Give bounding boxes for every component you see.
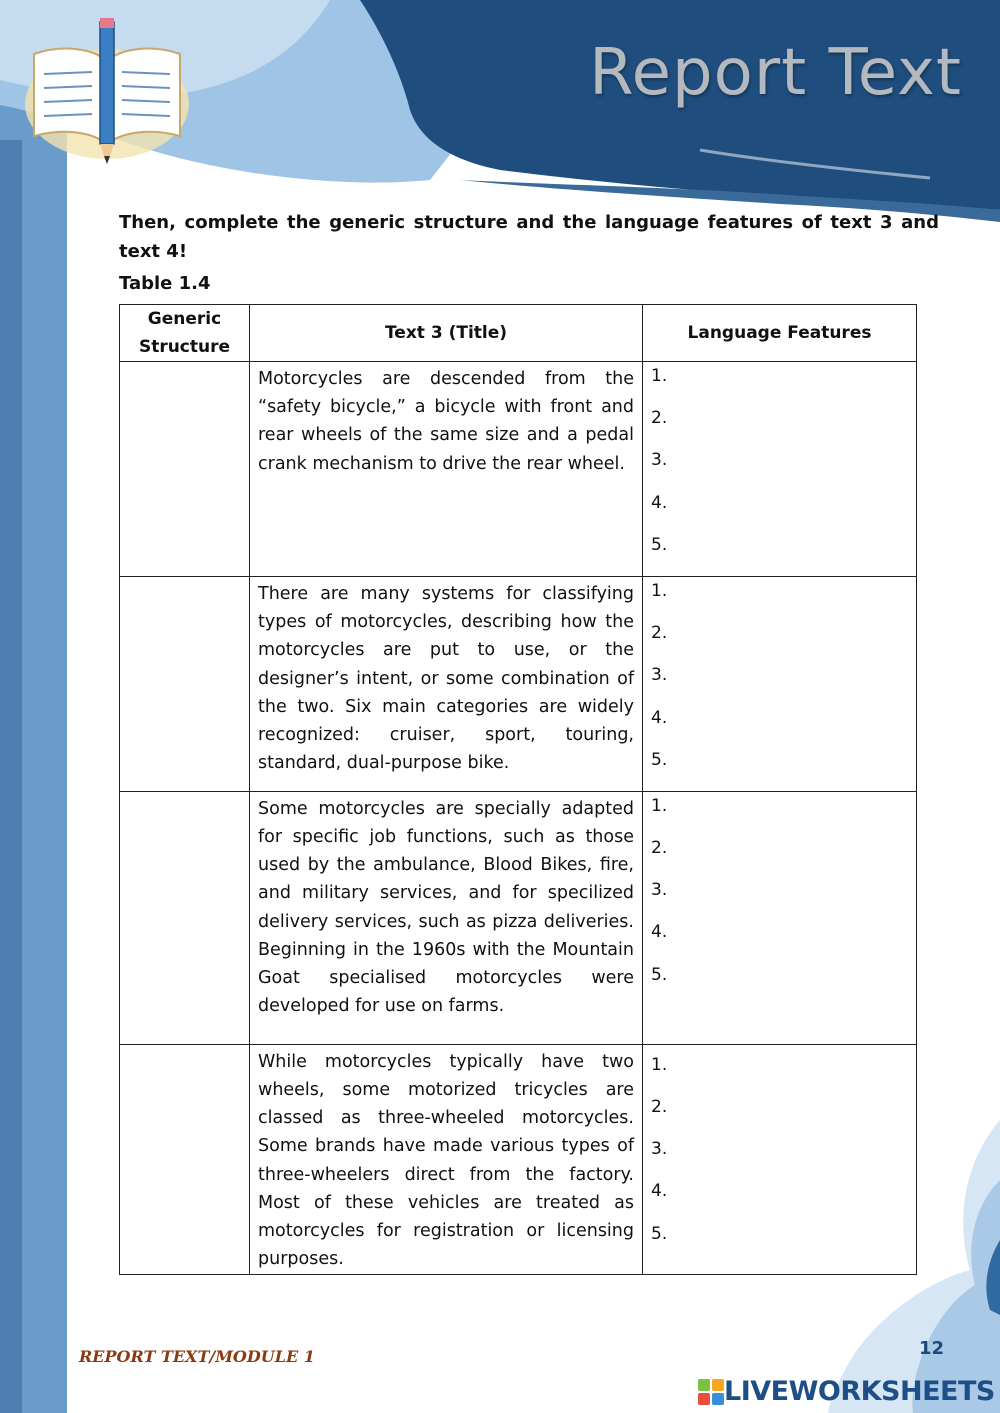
table-row [120, 791, 917, 1044]
feature-number: 2. [651, 838, 668, 859]
feature-number: 4. [651, 1181, 668, 1202]
feature-number: 4. [651, 492, 668, 513]
feature-number: 1. [651, 580, 668, 601]
passage-text: There are many systems for classifying types of motorcycles, describing how the motorcycles are put to use, or the designer’s intent, or some combination of the two. Six main categories are widely recognized: cruiser, sport, touring, standard, dual-purpose bike. [250, 576, 643, 791]
header-language-features: Language Features [643, 305, 917, 362]
table-header-row [120, 305, 917, 362]
feature-number: 4. [651, 922, 668, 943]
table-row [120, 576, 917, 791]
page-title: Report Text [589, 36, 962, 110]
feature-number: 2. [651, 623, 668, 644]
table-label: Table 1.4 [119, 273, 211, 294]
bottom-right-decoration [750, 1120, 1000, 1413]
table-row [120, 362, 917, 577]
feature-number: 3. [651, 1139, 668, 1160]
feature-number: 1. [651, 366, 668, 386]
footer-module-label: REPORT TEXT/MODULE 1 [79, 1347, 315, 1366]
feature-number: 5. [651, 749, 668, 770]
feature-number: 2. [651, 1097, 668, 1118]
feature-number: 4. [651, 707, 668, 728]
liveworksheets-logo[interactable] [698, 1376, 995, 1407]
page-number: 12 [919, 1338, 945, 1359]
passage-text: Motorcycles are descended from the “safety bicycle,” a bicycle with front and rear wheels of the same size and a pedal crank mechanism to drive the rear wheel. [250, 362, 643, 577]
header-text-title: Text 3 (Title) [250, 305, 643, 362]
left-decorative-strip-dark [0, 140, 22, 1413]
generic-structure-answer-cell[interactable] [120, 1044, 250, 1274]
generic-structure-answer-cell[interactable] [120, 362, 250, 577]
open-book-pencil-icon [22, 14, 192, 169]
language-features-answer-cell[interactable] [643, 576, 917, 791]
header-generic-structure: Generic Structure [120, 305, 250, 362]
feature-number: 1. [651, 795, 668, 816]
feature-number: 5. [651, 964, 668, 985]
feature-number: 1. [651, 1054, 668, 1075]
feature-number: 2. [651, 408, 668, 429]
passage-text: Some motorcycles are specially adapted for specific job functions, such as those used by the ambulance, Blood Bikes, fire, and military services, and for specilized delivery services, such as pizza deliveries. Beginning in the 1960s with the Mountain Goat specialised motorcycles were developed for use on farms. [250, 791, 643, 1044]
feature-number: 5. [651, 534, 668, 555]
language-features-answer-cell[interactable] [643, 362, 917, 577]
instruction-text: Then, complete the generic structure and the language features of text 3 and text 4! [119, 212, 939, 262]
liveworksheets-icon [698, 1379, 724, 1405]
feature-number: 3. [651, 665, 668, 686]
generic-structure-answer-cell[interactable] [120, 791, 250, 1044]
passage-text: While motorcycles typically have two wheels, some motorized tricycles are classed as three-wheeled motorcycles. Some brands have made various types of three-wheelers direct from the factory. Most of these vehicles are treated as motorcycles for registration or licensing purposes. [250, 1044, 643, 1274]
feature-number: 3. [651, 880, 668, 901]
language-features-answer-cell[interactable] [643, 791, 917, 1044]
brand-name: LIVEWORKSHEETS [724, 1376, 995, 1407]
feature-number: 3. [651, 450, 668, 471]
feature-number: 5. [651, 1223, 668, 1244]
generic-structure-answer-cell[interactable] [120, 576, 250, 791]
